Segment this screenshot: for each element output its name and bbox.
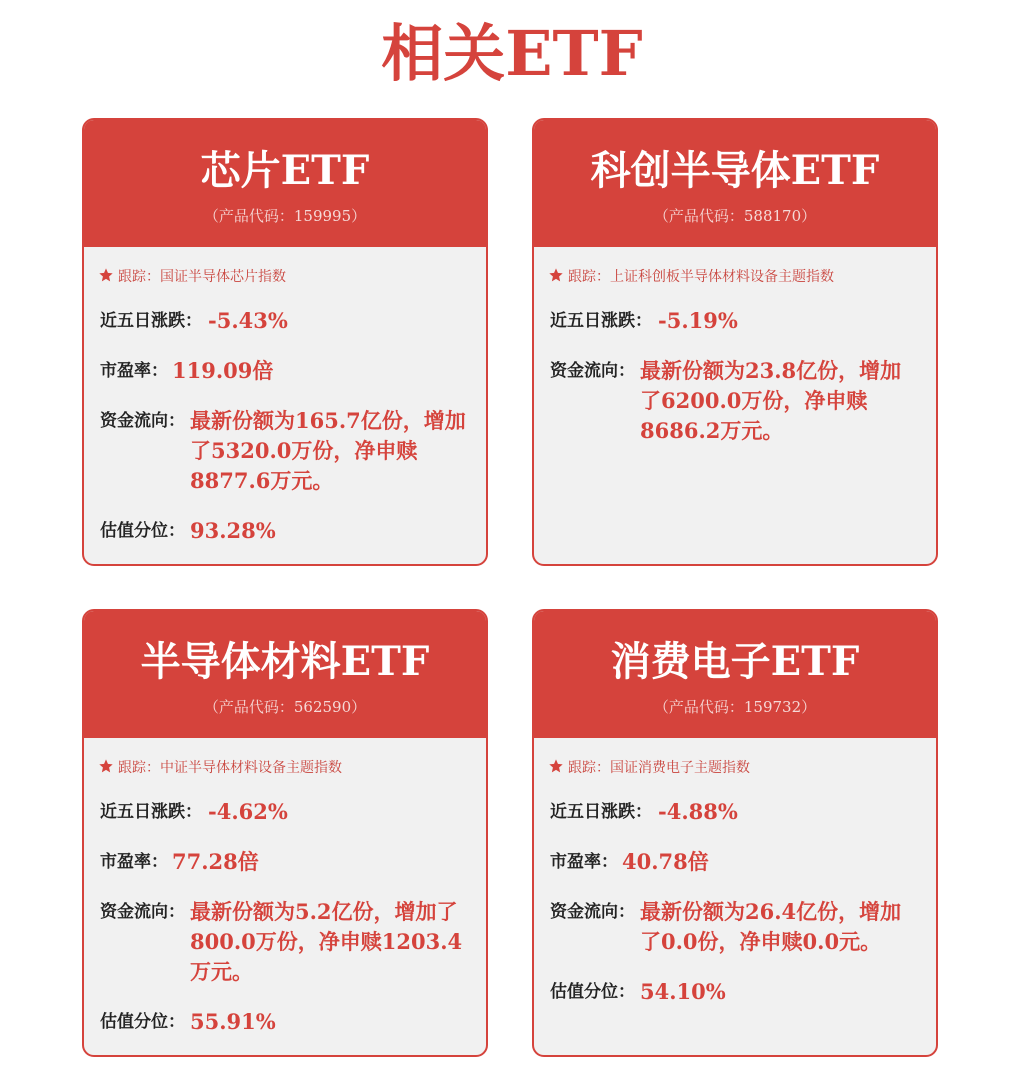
valuation-row bbox=[100, 1007, 472, 1037]
page-title: 相关ETF bbox=[381, 17, 643, 90]
valuation-label: 估值分位： bbox=[100, 521, 185, 541]
flow-row bbox=[550, 897, 922, 959]
tracking-index: 上证科创板半导体材料设备主题指数 bbox=[610, 269, 834, 285]
valuation-value: 93.28% bbox=[190, 518, 276, 543]
card-header bbox=[534, 611, 936, 738]
tracking-label: 跟踪： bbox=[568, 760, 610, 776]
code-suffix: ） bbox=[351, 207, 367, 225]
star-icon bbox=[98, 267, 114, 283]
card-header bbox=[84, 120, 486, 247]
card-title: 半导体材料ETF bbox=[140, 638, 430, 685]
pe-value: 77.28倍 bbox=[172, 849, 259, 874]
code-value: 562590 bbox=[293, 698, 352, 716]
code-prefix: （产品代码： bbox=[653, 207, 744, 225]
change-5d-value: -5.43% bbox=[208, 308, 288, 333]
tracking-label: 跟踪： bbox=[118, 269, 160, 285]
etf-card-star-semiconductor bbox=[532, 118, 938, 566]
star-icon bbox=[98, 758, 114, 774]
product-code bbox=[84, 695, 486, 719]
tracking-label: 跟踪： bbox=[568, 269, 610, 285]
change-5d-label: 近五日涨跌： bbox=[550, 311, 652, 331]
pe-label: 市盈率： bbox=[100, 361, 168, 381]
card-title: 消费电子ETF bbox=[610, 638, 860, 685]
change-5d-label: 近五日涨跌： bbox=[100, 311, 202, 331]
flow-value: 最新份额为26.4亿份，增加了0.0份，净申赎0.0元。 bbox=[640, 899, 902, 954]
code-suffix: ） bbox=[801, 698, 817, 716]
tracking-info bbox=[548, 757, 750, 779]
product-code bbox=[534, 695, 936, 719]
card-title: 科创半导体ETF bbox=[590, 147, 880, 194]
tracking-index: 国证半导体芯片指数 bbox=[160, 269, 286, 285]
change-5d-label: 近五日涨跌： bbox=[100, 802, 202, 822]
pe-label: 市盈率： bbox=[550, 852, 618, 872]
flow-row bbox=[100, 897, 472, 989]
change-5d-row bbox=[100, 306, 472, 336]
code-suffix: ） bbox=[801, 207, 817, 225]
valuation-value: 55.91% bbox=[190, 1009, 276, 1034]
valuation-value: 54.10% bbox=[640, 979, 726, 1004]
tracking-info bbox=[98, 757, 342, 779]
card-title: 芯片ETF bbox=[200, 147, 370, 194]
flow-value: 最新份额为5.2亿份，增加了800.0万份，净申赎1203.4万元。 bbox=[190, 899, 463, 984]
tracking-index: 国证消费电子主题指数 bbox=[610, 760, 750, 776]
tracking-label: 跟踪： bbox=[118, 760, 160, 776]
product-code bbox=[534, 204, 936, 228]
flow-label: 资金流向： bbox=[550, 361, 635, 381]
pe-value: 119.09倍 bbox=[172, 358, 274, 383]
etf-card-consumer-electronics bbox=[532, 609, 938, 1057]
flow-label: 资金流向： bbox=[100, 902, 185, 922]
code-value: 588170 bbox=[743, 207, 802, 225]
code-prefix: （产品代码： bbox=[653, 698, 744, 716]
code-prefix: （产品代码： bbox=[203, 698, 294, 716]
code-prefix: （产品代码： bbox=[203, 207, 294, 225]
change-5d-label: 近五日涨跌： bbox=[550, 802, 652, 822]
change-5d-row bbox=[550, 797, 922, 827]
change-5d-row bbox=[100, 797, 472, 827]
star-icon bbox=[548, 758, 564, 774]
code-value: 159732 bbox=[743, 698, 802, 716]
product-code bbox=[84, 204, 486, 228]
code-value: 159995 bbox=[293, 207, 352, 225]
valuation-row bbox=[100, 516, 472, 546]
tracking-index: 中证半导体材料设备主题指数 bbox=[160, 760, 342, 776]
flow-label: 资金流向： bbox=[550, 902, 635, 922]
pe-row bbox=[100, 356, 472, 386]
change-5d-value: -4.62% bbox=[208, 799, 288, 824]
change-5d-value: -5.19% bbox=[658, 308, 738, 333]
flow-value: 最新份额为165.7亿份，增加了5320.0万份，净申赎8877.6万元。 bbox=[190, 408, 466, 493]
tracking-info bbox=[548, 266, 834, 288]
flow-row bbox=[550, 356, 922, 448]
change-5d-row bbox=[550, 306, 922, 336]
card-header bbox=[84, 611, 486, 738]
code-suffix: ） bbox=[351, 698, 367, 716]
pe-row bbox=[550, 847, 922, 877]
pe-row bbox=[100, 847, 472, 877]
flow-value: 最新份额为23.8亿份，增加了6200.0万份，净申赎8686.2万元。 bbox=[640, 358, 902, 443]
pe-label: 市盈率： bbox=[100, 852, 168, 872]
star-icon bbox=[548, 267, 564, 283]
valuation-label: 估值分位： bbox=[100, 1012, 185, 1032]
flow-label: 资金流向： bbox=[100, 411, 185, 431]
change-5d-value: -4.88% bbox=[658, 799, 738, 824]
pe-value: 40.78倍 bbox=[622, 849, 709, 874]
card-header bbox=[534, 120, 936, 247]
valuation-label: 估值分位： bbox=[550, 982, 635, 1002]
flow-row bbox=[100, 406, 472, 498]
tracking-info bbox=[98, 266, 286, 288]
valuation-row bbox=[550, 977, 922, 1007]
etf-card-semiconductor-materials bbox=[82, 609, 488, 1057]
etf-card-chip bbox=[82, 118, 488, 566]
